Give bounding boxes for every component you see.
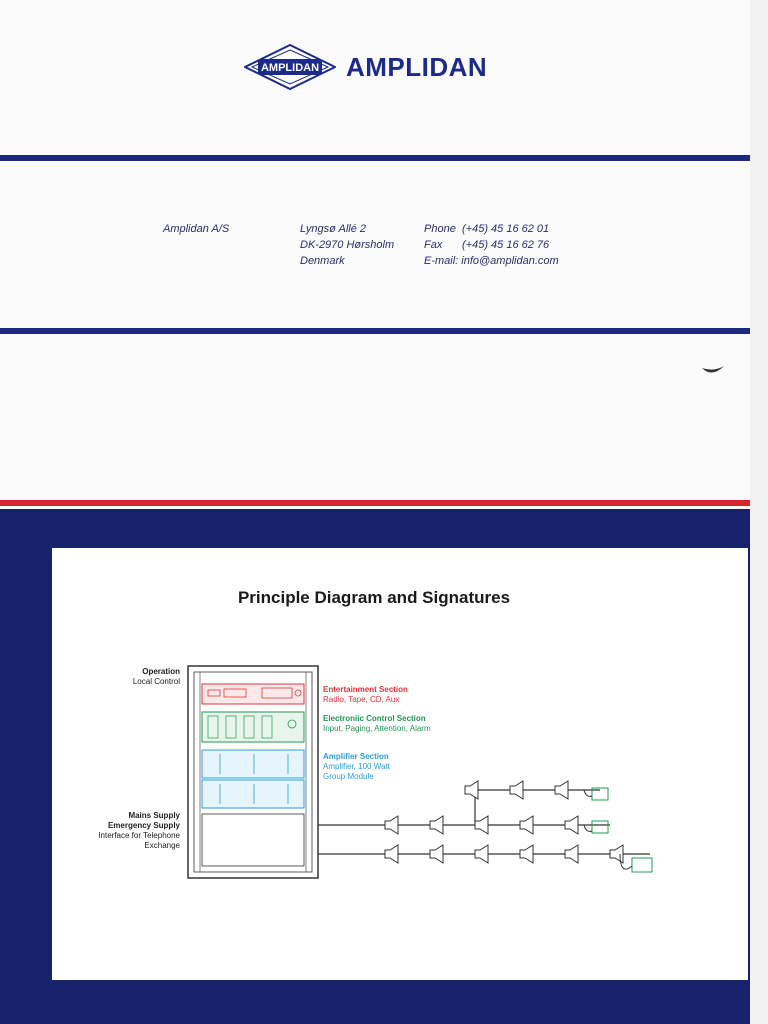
horn-speaker-icon: [385, 845, 398, 863]
operation-label: [80, 667, 180, 687]
phone-row: [424, 221, 559, 237]
emergency-supply-title: Emergency Supply: [107, 821, 180, 830]
city-line: DK-2970 Hørsholm: [300, 239, 395, 251]
horn-speaker-icon: [385, 816, 398, 834]
amplifier-unit: [202, 750, 304, 808]
horn-speaker-icon: [510, 781, 523, 799]
mains-supply-title: Mains Supply: [128, 811, 180, 820]
supply-label: [60, 811, 180, 851]
company-line: Amplidan A/S: [163, 223, 230, 235]
horn-speaker-icon: [555, 781, 568, 799]
horn-speaker-icon: [520, 816, 533, 834]
horn-speaker-icon: [520, 845, 533, 863]
interface-line-2: Exchange: [144, 841, 180, 850]
control-title: Electroniic Control Section: [323, 714, 426, 723]
amplidan-logo: [244, 44, 336, 90]
horn-speaker-icon: [475, 816, 488, 834]
diagram-title: Principle Diagram and Signatures: [237, 588, 511, 607]
top-divider: [0, 155, 750, 161]
entertainment-desc: Radio, Tape, CD, Aux: [323, 695, 400, 704]
fax-label: Fax: [424, 239, 443, 251]
power-unit: [202, 814, 304, 866]
punch-mark-icon: [700, 362, 726, 378]
postal-address: [300, 221, 394, 269]
horn-speaker-icon: [475, 845, 488, 863]
entertainment-unit: [202, 684, 304, 704]
middle-divider: [0, 328, 750, 334]
fax-number: (+45) 45 16 62 76: [462, 239, 550, 251]
horn-speaker-icon: [465, 781, 478, 799]
system-diagram: [180, 660, 680, 890]
email-line: E-mail: info@amplidan.com: [424, 255, 559, 267]
logo-text: AMPLIDAN: [260, 62, 320, 74]
horn-speaker-icon: [430, 816, 443, 834]
entertainment-title: Entertainment Section: [323, 685, 408, 694]
fax-row: [424, 237, 559, 253]
control-unit: [202, 712, 304, 742]
phone-number: (+45) 45 16 62 01: [462, 223, 550, 235]
amplifier-desc-1: Amplifier, 100 Watt: [323, 762, 390, 771]
interface-line-1: Interface for Telephone: [98, 831, 180, 840]
horn-speaker-icon: [610, 845, 623, 863]
contact-info: [424, 221, 559, 269]
page-edge: [750, 0, 768, 1024]
country-line: Denmark: [300, 255, 345, 267]
horn-speaker-icon: [430, 845, 443, 863]
horn-speaker-icon: [565, 816, 578, 834]
horn-speaker-icon: [565, 845, 578, 863]
phone-label: Phone: [424, 223, 456, 235]
amplifier-desc-2: Group Module: [323, 772, 374, 781]
brand-name: AMPLIDAN: [346, 52, 488, 82]
amplifier-title: Amplifier Section: [323, 752, 389, 761]
control-desc: Input, Paging, Attention, Alarm: [323, 724, 431, 733]
operation-title: Operation: [142, 667, 180, 676]
speaker-group: [385, 781, 623, 863]
operation-sub: Local Control: [132, 677, 180, 686]
company-name: [163, 221, 229, 237]
punch-hole-icon: [702, 633, 724, 655]
street-line: Lyngsø Allé 2: [300, 223, 367, 235]
